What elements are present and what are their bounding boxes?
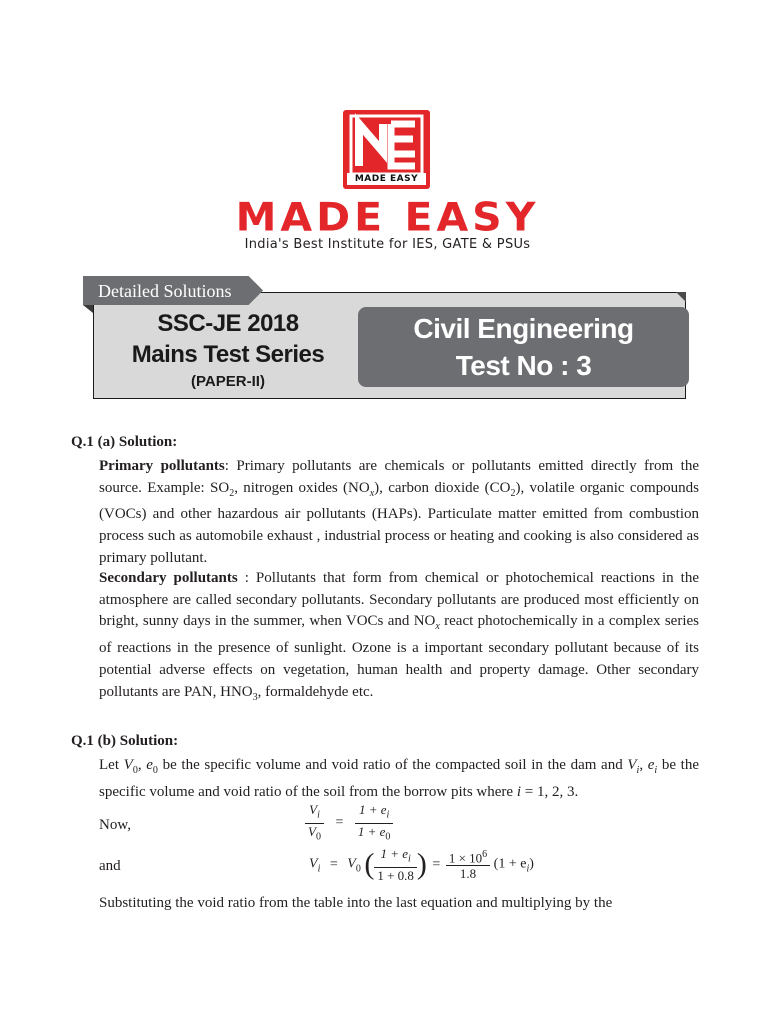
brand-name: MADE EASY bbox=[235, 194, 540, 240]
series-block bbox=[108, 308, 348, 394]
eq2-v0: V bbox=[347, 856, 356, 872]
nox-subscript: x bbox=[369, 487, 375, 499]
secondary-pollutants-label: Secondary pollutants bbox=[99, 570, 238, 586]
e0-symbol: e bbox=[146, 757, 153, 773]
eq1-equals: = bbox=[335, 815, 344, 831]
secondary-pollutants-paragraph bbox=[99, 568, 699, 708]
eq2-frac-num: 1 + e bbox=[380, 846, 408, 861]
eq2-const-num: 1 × 10 bbox=[448, 850, 483, 866]
series-subtitle: Mains Test Series bbox=[131, 341, 325, 368]
and-label: and bbox=[99, 858, 121, 874]
ribbon-label: Detailed Solutions bbox=[98, 281, 232, 301]
primary-pollutants-paragraph bbox=[99, 456, 699, 570]
so2-subscript: 2 bbox=[229, 487, 235, 499]
eq2-const-sup: 6 bbox=[482, 849, 488, 861]
eq2-tail-close: ) bbox=[529, 856, 534, 872]
eq2-frac-num-sub: i bbox=[407, 853, 411, 865]
eq2-fraction bbox=[374, 846, 417, 883]
eq2-equals-2: = bbox=[432, 856, 441, 872]
intro-text-6: = 1, 2, 3. bbox=[520, 783, 579, 800]
eq2-frac-den: 1 + 0.8 bbox=[377, 867, 414, 883]
ei-subscript: i bbox=[654, 765, 658, 776]
primary-pollutants-label: Primary pollutants bbox=[99, 458, 225, 474]
series-title: SSC-JE 2018 bbox=[157, 310, 299, 337]
eq1-rhs-den: 1 + e bbox=[357, 823, 386, 839]
equation-2 bbox=[309, 846, 534, 883]
eq2-equals: = bbox=[329, 856, 338, 872]
banner-fold bbox=[676, 292, 686, 302]
intro-text-1: Let bbox=[99, 757, 124, 773]
ribbon-tail bbox=[83, 305, 93, 313]
vi-symbol: V bbox=[627, 757, 637, 773]
eq2-constant-fraction bbox=[446, 847, 490, 881]
eq1-lhs-num: V bbox=[309, 802, 318, 817]
intro-text-2: , bbox=[137, 757, 147, 773]
test-number: Test No : 3 bbox=[455, 350, 592, 381]
primary-text-3: ), carbon dioxide (CO bbox=[374, 479, 511, 496]
intro-text-4: , bbox=[639, 757, 644, 773]
co2-subscript: 2 bbox=[510, 487, 516, 499]
eq1-lhs-den: V bbox=[308, 823, 316, 839]
intro-text-3: be the specific volume and void ratio of the compacted soil in the dam and bbox=[157, 757, 628, 773]
primary-text-2: , nitrogen oxides (NO bbox=[234, 479, 370, 496]
eq2-tail: (1 + e bbox=[493, 856, 527, 872]
ei-symbol: e bbox=[647, 757, 655, 773]
hno3-subscript: 3 bbox=[252, 691, 258, 703]
eq2-tail-sub: i bbox=[526, 863, 530, 875]
eq2-paren-close: ) bbox=[416, 847, 427, 881]
eq1-rhs-den-sub: 0 bbox=[385, 831, 391, 843]
subject-title: Civil Engineering bbox=[413, 313, 634, 344]
vi-subscript: i bbox=[636, 765, 640, 776]
eq2-v0-sub: 0 bbox=[355, 863, 361, 875]
logo-tag: MADE EASY bbox=[347, 173, 426, 185]
secondary-text-2: react photochemically in a complex series of reactions in the presence of sunlight. Ozone is a important secondary pollutant because of its potential adverse effects on vegetation, human health and property damage. Other secondary pollutants are PAN, HNO bbox=[99, 613, 699, 700]
q1b-heading: Q.1 (b) Solution: bbox=[71, 733, 179, 749]
subject-box bbox=[358, 307, 689, 387]
primary-text-4: ), volatile organic compounds (VOCs) and other hazardous air pollutants (HAPs). Particulate matter emitted from combustion process such as automobile exhaust , industrial process or heating and cooking is also considered as primary pollutant. bbox=[99, 479, 700, 566]
eq2-const-den: 1.8 bbox=[459, 866, 477, 882]
closing-line: Substituting the void ratio from the table into the last equation and multiplying by the bbox=[99, 895, 613, 911]
eq1-lhs-fraction bbox=[305, 802, 324, 844]
eq1-rhs-num-sub: i bbox=[386, 809, 390, 821]
eq1-rhs-num: 1 + e bbox=[358, 802, 387, 817]
equation-1 bbox=[305, 802, 393, 844]
e0-subscript: 0 bbox=[152, 765, 158, 776]
paper-label: (PAPER-II) bbox=[191, 373, 265, 390]
secondary-text-3: , formaldehyde etc. bbox=[257, 683, 374, 700]
q1b-intro-paragraph bbox=[99, 755, 699, 803]
v0-symbol: V bbox=[123, 757, 133, 773]
eq2-paren-open: ( bbox=[364, 847, 375, 881]
nox-subscript-2: x bbox=[435, 621, 440, 633]
secondary-text-1: : Pollutants that form from chemical or photochemical reactions in the atmosphere are called secondary pollutants. Secondary pollutants are produced most efficiently on bright, sunny days in the summer, when VOCs and NO bbox=[99, 570, 699, 630]
eq1-rhs-fraction bbox=[355, 802, 394, 844]
eq2-lhs-sub: i bbox=[317, 863, 321, 875]
q1a-heading: Q.1 (a) Solution: bbox=[71, 434, 178, 450]
eq2-lhs: V bbox=[309, 856, 318, 872]
now-label: Now, bbox=[99, 817, 131, 833]
eq1-lhs-den-sub: 0 bbox=[315, 831, 321, 843]
primary-text-1: : Primary pollutants are chemicals or pollutants emitted directly from the source. Example: SO bbox=[99, 458, 699, 496]
eq1-lhs-num-sub: i bbox=[317, 809, 320, 821]
v0-subscript: 0 bbox=[132, 765, 138, 776]
intro-text-5: be the specific volume and void ratio of the soil from the borrow pits where bbox=[99, 757, 700, 800]
brand-tagline: India's Best Institute for IES, GATE & PSUs bbox=[244, 237, 531, 252]
i-variable: i bbox=[516, 783, 521, 800]
